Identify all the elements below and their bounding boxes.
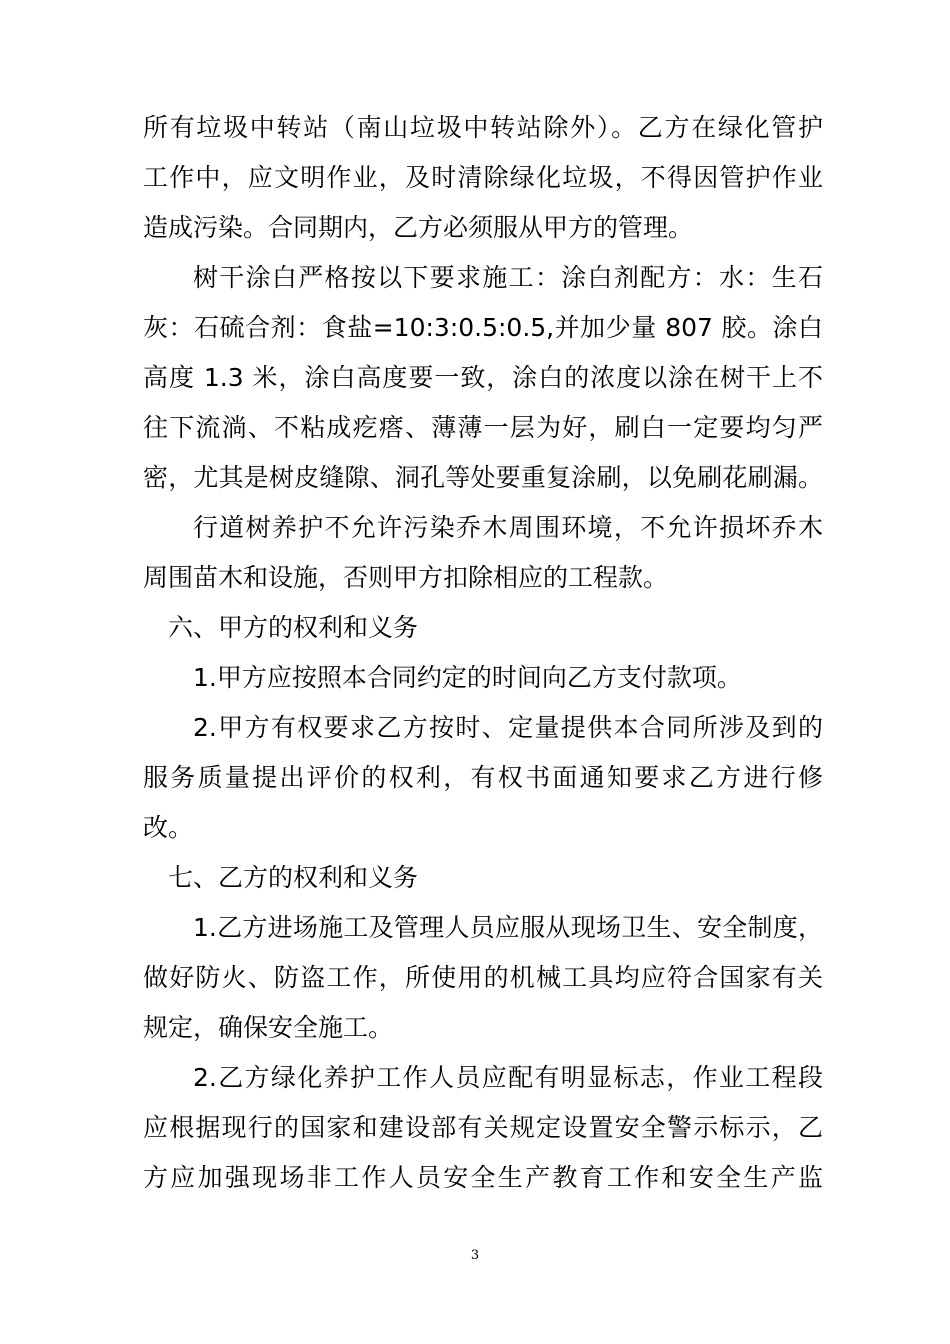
- paragraph-line: 1.乙方进场施工及管理人员应服从现场卫生、安全制度，: [193, 913, 823, 942]
- document-body: [143, 103, 823, 1203]
- section-heading: 七、乙方的权利和义务: [168, 863, 419, 892]
- section-heading: 六、甲方的权利和义务: [168, 613, 419, 642]
- paragraph-line: 方应加强现场非工作人员安全生产教育工作和安全生产监: [143, 1163, 823, 1192]
- paragraph-line: 所有垃圾中转站（南山垃圾中转站除外）。乙方在绿化管护: [143, 113, 823, 142]
- paragraph-line: 灰：石硫合剂：食盐=10:3:0.5:0.5,并加少量 807 胶。涂白: [143, 313, 823, 342]
- page-number: 3: [470, 1248, 480, 1263]
- paragraph-line: 服务质量提出评价的权利，有权书面通知要求乙方进行修: [143, 763, 823, 792]
- paragraph-line: 行道树养护不允许污染乔木周围环境，不允许损坏乔木: [193, 513, 823, 542]
- paragraph-line: 规定，确保安全施工。: [143, 1013, 394, 1042]
- paragraph-line: 改。: [143, 813, 194, 842]
- paragraph-line: 工作中，应文明作业，及时清除绿化垃圾，不得因管护作业: [143, 163, 823, 192]
- paragraph-line: 周围苗木和设施，否则甲方扣除相应的工程款。: [143, 563, 669, 592]
- paragraph-line: 应根据现行的国家和建设部有关规定设置安全警示标示，乙: [143, 1113, 823, 1142]
- paragraph-line: 做好防火、防盗工作，所使用的机械工具均应符合国家有关: [143, 963, 823, 992]
- paragraph-line: 往下流淌、不粘成疙瘩、薄薄一层为好，刷白一定要均匀严: [143, 413, 823, 442]
- paragraph-line: 2.乙方绿化养护工作人员应配有明显标志，作业工程段: [193, 1063, 823, 1092]
- paragraph-line: 造成污染。合同期内，乙方必须服从甲方的管理。: [143, 213, 694, 242]
- paragraph-line: 高度 1.3 米，涂白高度要一致，涂白的浓度以涂在树干上不: [143, 363, 823, 392]
- paragraph-line: 1.甲方应按照本合同约定的时间向乙方支付款项。: [193, 663, 742, 692]
- paragraph-line: 树干涂白严格按以下要求施工：涂白剂配方：水：生石: [193, 263, 823, 292]
- paragraph-line: 密，尤其是树皮缝隙、洞孔等处要重复涂刷，以免刷花刷漏。: [143, 463, 823, 492]
- paragraph-line: 2.甲方有权要求乙方按时、定量提供本合同所涉及到的: [193, 713, 823, 742]
